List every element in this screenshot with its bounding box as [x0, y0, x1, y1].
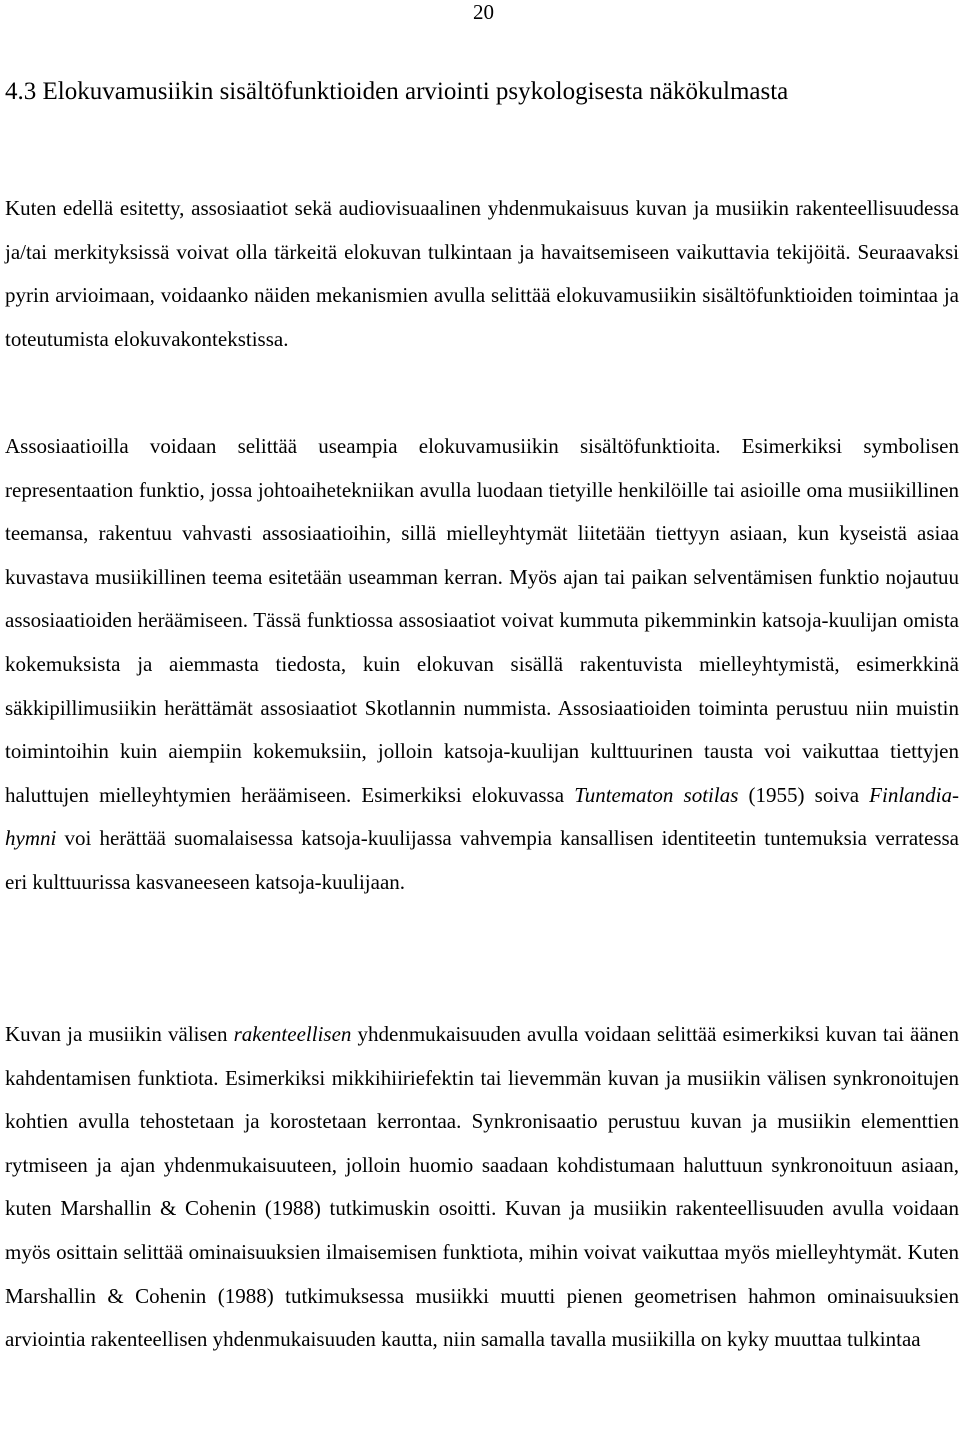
page-number: 20 [473, 0, 494, 24]
paragraph-3 [5, 1013, 959, 1362]
paragraph-3-text-b: yhdenmukaisuuden avulla voidaan selittää esimerkiksi kuvan tai äänen kahdentamisen funktiota. Esimerkiksi mikkihiiriefektin tai lievemmän kuvan ja musiikin välisen synkronoitujen kohtien avulla tehostetaan ja korostetaan kerrontaa. Synkronisaatio perustuu kuvan ja musiikin elementtien rytmiseen ja ajan yhdenmukaisuuteen, jolloin huomio saadaan kohdistumaan haluttuun synkronoituun asiaan, kuten Marshallin & Cohenin (1988) tutkimuskin osoitti. Kuvan ja musiikin rakenteellisuuden avulla voidaan myös osittain selittää ominaisuuksien ilmaisemisen funktiota, mihin voivat vaikuttaa myös mielleyhtymät. Kuten Marshallin & Cohenin (1988) tutkimuksessa musiikki muutti pienen geometrisen hahmon ominaisuuksien arviointia rakenteellisen yhdenmukaisuuden kautta, niin samalla tavalla musiikilla on kyky muuttaa tulkintaa [5, 1022, 959, 1352]
paragraph-1: Kuten edellä esitetty, assosiaatiot sekä audiovisuaalinen yhdenmukaisuus kuvan ja musiikin rakenteellisuudessa ja/tai merkityksissä voivat olla tärkeitä elokuvan tulkintaan ja havaitsemiseen vaikuttavia tekijöitä. Seuraavaksi pyrin arvioimaan, voidaanko näiden mekanismien avulla selittää elokuvamusiikin sisältöfunktioiden toimintaa ja toteutumista elokuvakontekstissa. [5, 196, 959, 351]
section-heading: 4.3 Elokuvamusiikin sisältöfunktioiden arviointi psykologisesta näkökulmasta [5, 78, 789, 105]
paragraph-2-text-b: (1955) soiva [738, 782, 870, 807]
emphasis-rakenteellisen: rakenteellisen [233, 1022, 352, 1046]
film-title-tuntematon-sotilas: Tuntematon sotilas [574, 782, 739, 807]
paragraph-2-text-c: voi herättää suomalaisessa katsoja-kuulijassa vahvempia kansallisen identiteetin tuntemuksia verratessa eri kulttuurissa kasvaneeseen katsoja-kuulijaan. [5, 826, 959, 894]
paragraph-2-text-a: Assosiaatioilla voidaan selittää useampia elokuvamusiikin sisältöfunktioita. Esimerkiksi symbolisen representaation funktio, jossa johtoaihetekniikan avulla luodaan tietyille henkilöille tai asioille oma musiikillinen teemansa, rakentuu vahvasti assosiaatioihin, sillä mielleyhtymät liitetään tiettyyn asiaan, kun kyseistä asiaa kuvastava musiikillinen teema esitetään useamman kerran. Myös ajan tai paikan selventämisen funktio nojautuu assosiaatioiden heräämiseen. Tässä funktiossa assosiaatiot voivat kummuta pikemminkin katsoja-kuulijan omista kokemuksista ja aiemmasta tiedosta, kuin elokuvan sisällä rakentuvista mielleyhtymistä, esimerkkinä säkkipillimusiikin herättämät assosiaatiot Skotlannin nummista. Assosiaatioiden toiminta perustuu niin muistin toimintoihin kuin aiempiin kokemuksiin, jolloin katsoja-kuulijan kulttuurinen tausta voi vaikuttaa tiettyjen haluttujen mielleyhtymien heräämiseen. Esimerkiksi elokuvassa [5, 434, 959, 807]
work-title-finlandia-hymni: Finlandia-hymni [5, 782, 959, 851]
paragraph-3-text-a: Kuvan ja musiikin välisen [5, 1022, 234, 1046]
paragraph-2 [5, 425, 959, 905]
